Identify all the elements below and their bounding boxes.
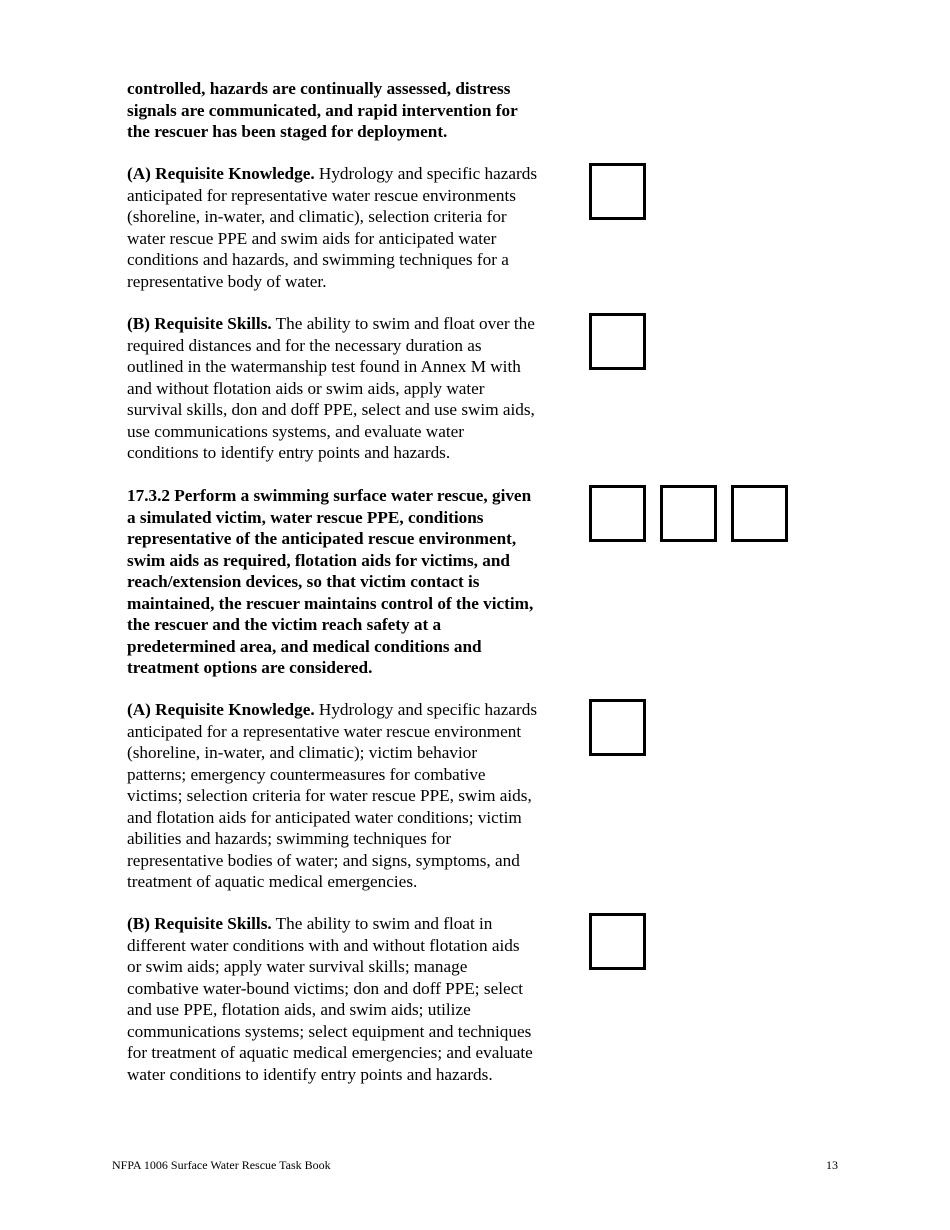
text-line: combative water-bound victims; don and doff PPE; select <box>127 978 524 998</box>
text-line: representative body of water. <box>127 271 327 291</box>
text-line: required distances and for the necessary duration as <box>127 335 482 355</box>
text-line: and use PPE, flotation aids, and swim aids; utilize <box>127 1000 471 1019</box>
signoff-checkbox[interactable] <box>589 163 646 220</box>
signoff-checkbox[interactable] <box>589 485 646 542</box>
text-line: anticipated for a representative water rescue environment <box>127 721 522 741</box>
text-line: and flotation aids for anticipated water conditions; victim <box>127 807 522 827</box>
text-line: maintained, the rescuer maintains control of the victim, <box>127 593 534 613</box>
text-line: treatment of aquatic medical emergencies. <box>127 872 418 891</box>
text-line: the rescuer has been staged for deployment. <box>127 122 448 141</box>
text-line: signals are communicated, and rapid intervention for <box>127 100 518 120</box>
text-line: conditions to identify entry points and hazards. <box>127 443 451 462</box>
text-line: patterns; emergency countermeasures for combative <box>127 764 486 784</box>
text-line: (shoreline, in-water, and climatic), selection criteria for <box>127 207 507 226</box>
job-performance-requirement <box>127 485 577 679</box>
checkbox-group <box>589 913 646 970</box>
text-line: swim aids as required, flotation aids for victims, and <box>127 550 510 570</box>
text-line: a simulated victim, water rescue PPE, conditions <box>127 507 484 527</box>
text-span: Hydrology and specific hazards <box>314 700 538 719</box>
checkbox-group <box>589 699 646 756</box>
text-line: representative bodies of water; and signs, symptoms, and <box>127 850 520 870</box>
text-line: for treatment of aquatic medical emergencies; and evaluate <box>127 1043 533 1062</box>
text-line: water conditions to identify entry points and hazards. <box>127 1064 493 1084</box>
signoff-checkbox[interactable] <box>589 313 646 370</box>
text-line: communications systems; select equipment and techniques <box>127 1021 532 1041</box>
requisite-skills-paragraph <box>127 313 577 464</box>
text-line: representative of the anticipated rescue environment, <box>127 529 517 548</box>
signoff-checkbox[interactable] <box>660 485 717 542</box>
checkbox-group <box>589 485 788 542</box>
text-line: water rescue PPE and swim aids for anticipated water <box>127 228 497 248</box>
checkbox-group <box>589 313 646 370</box>
footer-title: NFPA 1006 Surface Water Rescue Task Book <box>112 1158 331 1172</box>
text-span: The ability to swim and float in <box>271 914 493 933</box>
paragraph-lead: (B) Requisite Skills. <box>127 314 272 333</box>
text-line: and without flotation aids or swim aids, apply water <box>127 378 485 398</box>
text-line: reach/extension devices, so that victim contact is <box>127 572 480 591</box>
text-line: 17.3.2 Perform a swimming surface water rescue, given <box>127 486 532 505</box>
text-span: Hydrology and specific hazards <box>314 164 538 183</box>
text-line: the rescuer and the victim reach safety at a <box>127 615 442 634</box>
text-line: abilities and hazards; swimming techniques for <box>127 829 452 848</box>
text-line: or swim aids; apply water survival skills; manage <box>127 957 468 976</box>
text-line: anticipated for representative water rescue environments <box>127 185 516 205</box>
text-line: survival skills, don and doff PPE, select and use swim aids, <box>127 400 535 419</box>
signoff-checkbox[interactable] <box>731 485 788 542</box>
paragraph-lead: (A) Requisite Knowledge. <box>127 164 315 183</box>
text-line <box>127 313 577 335</box>
text-line <box>127 913 577 935</box>
text-line: predetermined area, and medical conditions and <box>127 636 482 656</box>
paragraph-continuation <box>127 78 577 143</box>
text-line: treatment options are considered. <box>127 658 373 677</box>
text-line <box>127 699 577 721</box>
checkbox-group <box>589 163 646 220</box>
paragraph-lead: (B) Requisite Skills. <box>127 914 272 933</box>
requisite-knowledge-paragraph <box>127 163 577 292</box>
text-span: The ability to swim and float over the <box>271 314 535 333</box>
text-line: victims; selection criteria for water rescue PPE, swim aids, <box>127 786 532 805</box>
page-number: 13 <box>826 1158 838 1172</box>
paragraph-lead: (A) Requisite Knowledge. <box>127 700 315 719</box>
text-line: conditions and hazards, and swimming techniques for a <box>127 250 509 269</box>
text-line <box>127 163 577 185</box>
text-line: controlled, hazards are continually assessed, distress <box>127 79 511 98</box>
text-line: use communications systems, and evaluate water <box>127 421 464 441</box>
signoff-checkbox[interactable] <box>589 913 646 970</box>
text-line: (shoreline, in-water, and climatic); victim behavior <box>127 743 478 762</box>
text-line: different water conditions with and without flotation aids <box>127 935 520 955</box>
text-line: outlined in the watermanship test found in Annex M with <box>127 357 521 376</box>
requisite-knowledge-paragraph <box>127 699 577 893</box>
requisite-skills-paragraph <box>127 913 577 1085</box>
signoff-checkbox[interactable] <box>589 699 646 756</box>
